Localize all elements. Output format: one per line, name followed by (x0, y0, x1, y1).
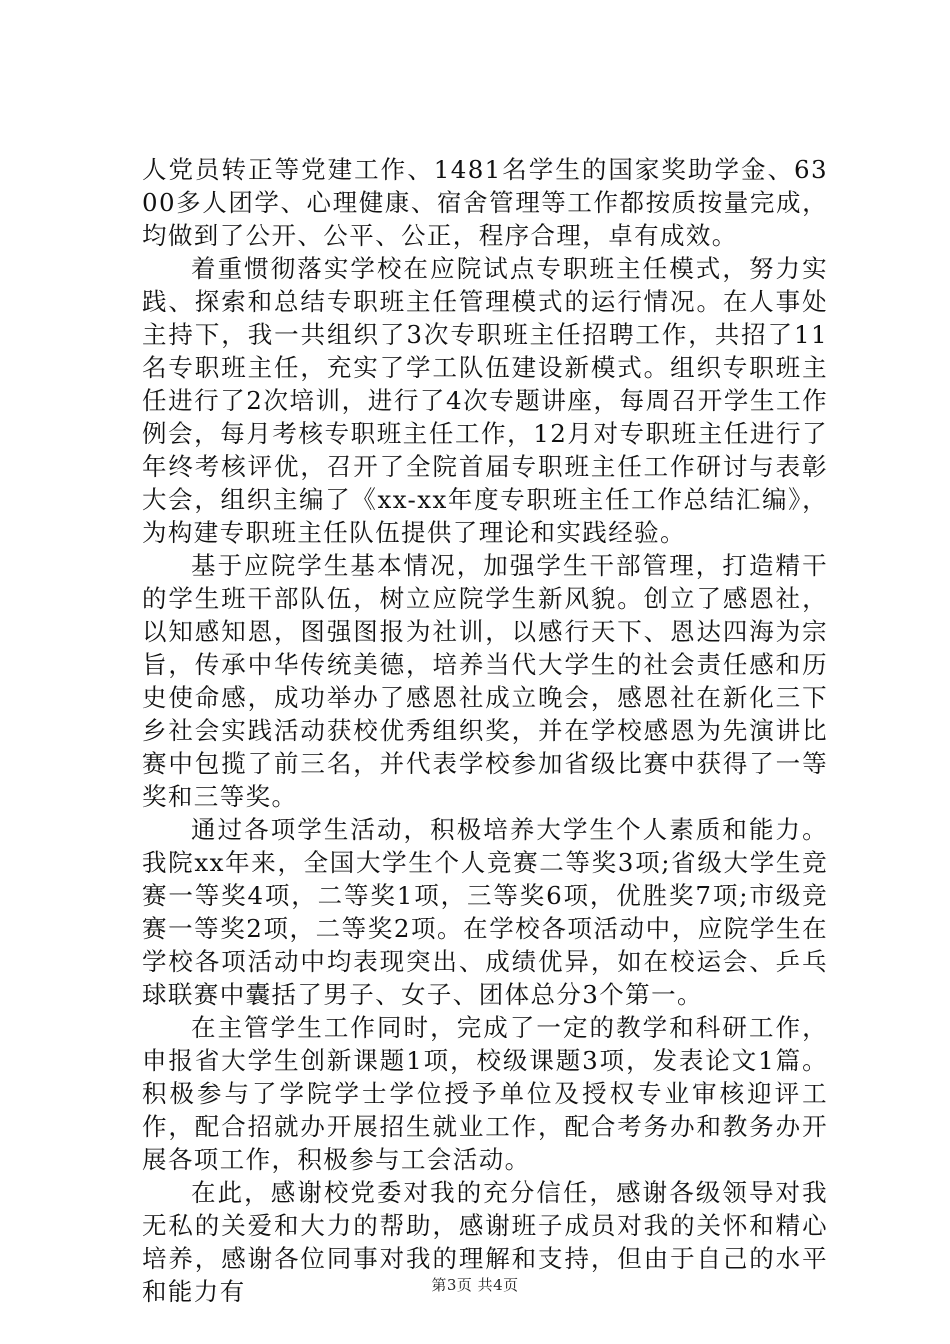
paragraph: 人党员转正等党建工作、1481名学生的国家奖助学金、6300多人团学、心理健康、宿舍管理等工作都按质按量完成，均做到了公开、公平、公正，程序合理，卓有成效。 (142, 155, 828, 250)
page-number-footer: 第3页 共4页 (431, 1276, 519, 1294)
paragraph: 着重惯彻落实学校在应院试点专职班主任模式，努力实践、探索和总结专职班主任管理模式的运行情况。在人事处主持下，我一共组织了3次专职班主任招聘工作，共招了11名专职班主任，充实了学工队伍建设新模式。组织专职班主任进行了2次培训，进行了4次专题讲座，每周召开学生工作例会，每月考核专职班主任工作，12月对专职班主任进行了年终考核评优，召开了全院首届专职班主任工作研讨与表彰大会，组织主编了《xx-xx年度专职班主任工作总结汇编》，为构建专职班主任队伍提供了理论和实践经验。 (142, 254, 828, 547)
paragraph: 通过各项学生活动，积极培养大学生个人素质和能力。我院xx年来，全国大学生个人竞赛二等奖3项;省级大学生竞赛一等奖4项，二等奖1项，三等奖6项，优胜奖7项;市级竞赛一等奖2项，二等奖2项。在学校各项活动中，应院学生在学校各项活动中均表现突出、成绩优异，如在校运会、乒乓球联赛中囊括了男子、女子、团体总分3个第一。 (142, 815, 828, 1009)
document-body (142, 153, 828, 1308)
paragraph: 基于应院学生基本情况，加强学生干部管理，打造精干的学生班干部队伍，树立应院学生新风貌。创立了感恩社，以知感知恩，图强图报为社训，以感行天下、恩达四海为宗旨，传承中华传统美德，培养当代大学生的社会责任感和历史使命感，成功举办了感恩社成立晚会，感恩社在新化三下乡社会实践活动获校优秀组织奖，并在学校感恩为先演讲比赛中包揽了前三名，并代表学校参加省级比赛中获得了一等奖和三等奖。 (142, 551, 828, 811)
paragraph: 在此，感谢校党委对我的充分信任，感谢各级领导对我无私的关爱和大力的帮助，感谢班子成员对我的关怀和精心培养，感谢各位同事对我的理解和支持，但由于自己的水平和能力有 (142, 1178, 828, 1306)
paragraph: 在主管学生工作同时，完成了一定的教学和科研工作，申报省大学生创新课题1项，校级课题3项，发表论文1篇。积极参与了学院学士学位授予单位及授权专业审核迎评工作，配合招就办开展招生就业工作，配合考务办和教务办开展各项工作，积极参与工会活动。 (142, 1013, 828, 1174)
